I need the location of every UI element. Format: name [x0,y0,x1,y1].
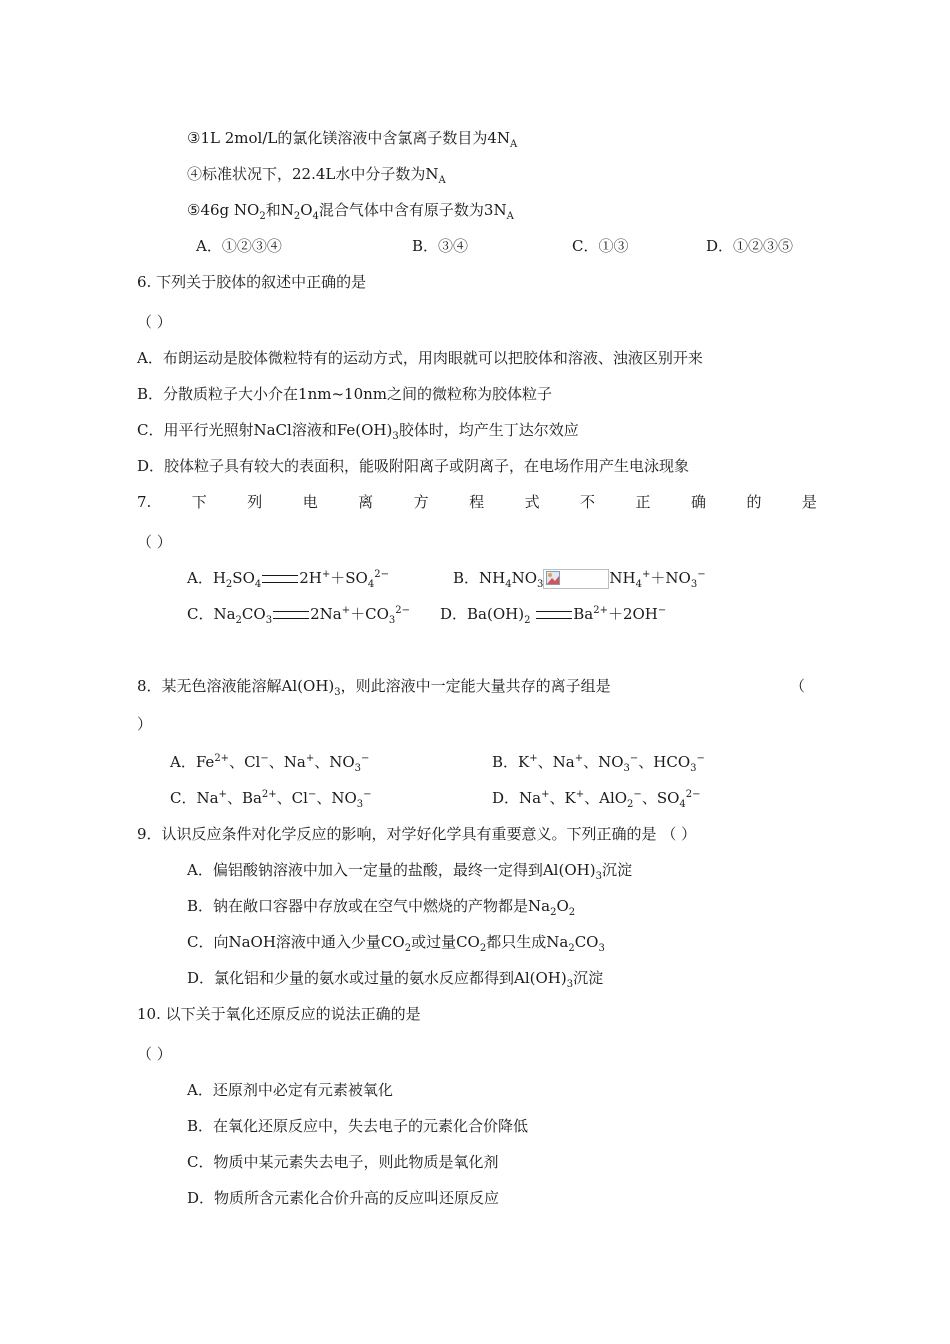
q5-item4-text: ④标准状况下，22.4L水中分子数为N [187,165,439,183]
q5-item5-text: O [300,201,313,219]
q6-option-c-text: 胶体时，均产生丁达尔效应 [398,421,579,439]
superscript: + [341,605,351,616]
superscript: + [218,789,227,800]
superscript: 2− [685,789,701,800]
equals-sign [536,611,572,619]
q8-option-d[interactable]: D．Na+、K+、AlO$_2$−、$SO_4^{2-}$ [492,789,701,810]
subscript: 2 [225,579,233,590]
superscript: 2+ [593,605,608,616]
superscript: + [575,789,585,800]
q7-stem-char: 离 [358,493,374,511]
subscript: 3 [598,943,605,954]
subscript: 3 [690,763,697,774]
q5-item3 [187,128,517,148]
q9-option-c-text: 或过量CO [411,933,480,951]
q10-stem: 10. 以下关于氧化还原反应的说法正确的是 [137,1005,421,1023]
subscript: A [438,175,446,186]
subscript: 2 [293,211,301,222]
subscript: 3 [356,799,364,810]
superscript: + [321,569,331,580]
q5-item4 [187,164,446,184]
superscript: + [574,753,584,764]
q9-option-b-text: B．钠在敞口容器中存放或在空气中燃烧的产物都是Na [187,897,551,915]
q7-stem-char: 方 [413,493,429,511]
q5-option-d[interactable]: D．①②③⑤ [706,237,794,255]
subscript: 3 [690,579,698,590]
q7-stem-char: 的 [746,493,762,511]
superscript: − [307,789,317,800]
superscript: − [363,789,372,800]
superscript: 2− [374,569,389,580]
q7-option-c-text: C．Na [187,605,236,623]
q7-option-c[interactable]: C．$Na_2CO_3$ $2Na^++CO_3^{2-}$ [187,605,410,626]
superscript: − [260,753,269,764]
q7-stem-char: 正 [635,493,651,511]
q5-option-b[interactable]: B．③④ [412,237,469,255]
superscript: − [696,753,705,764]
q7-answer-paren[interactable]: （ ） [137,533,172,551]
q6-stem: 6. 下列关于胶体的叙述中正确的是 [137,273,367,291]
superscript: + [529,753,538,764]
q7-option-a[interactable]: A．$H_2SO_4$ $2H^++SO_4^{2-}$ [187,569,389,590]
q5-item5-text: 混合气体中含有原子数为3N [318,201,507,219]
q9-option-a-text: 沉淀 [601,861,632,879]
q7-stem-char: 电 [302,493,318,511]
q6-answer-paren[interactable]: （ ） [137,313,172,331]
q7-option-d-text: Ba [573,605,594,623]
q5-item5-text: ⑤46g NO [187,201,260,219]
q9-option-a-text: A．偏铝酸钠溶液中加入一定量的盐酸，最终一定得到Al(OH) [187,861,596,879]
subscript: 3 [537,579,544,590]
subscript: 2 [568,907,576,918]
subscript: 4 [254,579,262,590]
q9-option-b-text: O [556,897,569,915]
subscript: A [506,211,514,222]
q6-option-b[interactable]: B．分散质粒子大小介在1nm~10nm之间的微粒称为胶体粒子 [137,385,552,403]
superscript: + [305,753,315,764]
q8-option-c[interactable]: C．Na+、$Ba^{2+}$、Cl−、$NO_3^-$ [170,789,372,810]
q8-stem [137,676,611,696]
q7-stem-char: 是 [801,493,817,511]
q8-option-a[interactable]: A．$Fe^{2+}$、Cl−、Na+、$NO_3^-$ [170,753,370,774]
q10-answer-paren[interactable]: （ ） [137,1045,172,1063]
subscript: 2 [568,943,575,954]
q6-option-c[interactable] [137,420,579,440]
subscript: 2 [479,943,487,954]
superscript: − [657,605,667,616]
q9-option-b[interactable] [187,896,575,916]
subscript: 2 [235,615,242,626]
image-placeholder-icon [546,571,560,585]
q5-option-a[interactable]: A．①②③④ [196,237,282,255]
q9-option-d-text: 沉淀 [573,969,604,987]
q7-option-c-text: 2Na [310,605,342,623]
subscript: 2 [524,615,531,626]
q7-stem [137,492,817,512]
q6-option-c-text: C．用平行光照射NaCl溶液和Fe(OH) [137,421,393,439]
q7-stem-char: 列 [247,493,263,511]
q7-option-a-text: A．H [187,569,226,587]
q10-option-d[interactable]: D．物质所含元素化合价升高的反应叫还原反应 [187,1189,500,1207]
q5-option-c[interactable]: C．①③ [572,237,629,255]
q7-stem-char: 式 [524,493,540,511]
subscript: 4 [367,579,375,590]
q6-option-a[interactable]: A．布朗运动是胶体微粒特有的运动方式，用肉眼就可以把胶体和溶液、浊液区别开来 [137,349,703,367]
q9-option-c-text: 都只生成Na [486,933,569,951]
superscript: − [629,753,639,764]
q10-option-c[interactable]: C．物质中某元素失去电子，则此物质是氧化剂 [187,1153,499,1171]
q7-option-b-text: NH [609,569,636,587]
q7-stem-char: 不 [580,493,596,511]
subscript: 4 [505,579,512,590]
subscript: 2 [404,943,412,954]
superscript: − [361,753,370,764]
subscript: 2 [627,799,634,810]
q9-option-c-text: CO [574,933,599,951]
subscript: 3 [265,615,273,626]
superscript: 2+ [261,789,277,800]
q8-option-a-text: A．Fe [170,753,215,771]
superscript: − [697,569,706,580]
q7-stem-char: 下 [191,493,207,511]
q7-option-b[interactable]: B．$NH_4NO_3$ $NH_4^++NO_3^-$ [453,569,706,590]
superscript: − [633,789,642,800]
q5-item5 [187,200,514,220]
q7-option-a-text: 2H [299,569,322,587]
q9-option-d[interactable] [187,968,603,988]
subscript: 3 [392,431,399,442]
q8-stem-text: 8．某无色溶液能溶解Al(OH) [137,677,335,695]
q8-option-d-text: D．Na [492,789,542,807]
q9-option-c[interactable] [187,932,605,952]
q8-option-c-text: C．Na [170,789,219,807]
subscript: 3 [566,979,574,990]
q8-option-b[interactable]: B．K+、Na+、$NO_3^-$、$HCO_3^-$ [492,753,705,774]
broken-image-icon [543,569,609,589]
q9-option-a[interactable] [187,860,632,880]
q7-option-b-text: B．NH [453,569,506,587]
q5-item3-text: ③1L 2mol/L的氯化镁溶液中含氯离子数目为4N [187,129,510,147]
q10-option-a[interactable]: A．还原剂中必定有元素被氧化 [187,1081,393,1099]
q9-stem: 9．认识反应条件对化学反应的影响，对学好化学具有重要意义。下列正确的是 （ ） [137,825,697,843]
q5-item5-text: 和N [265,201,294,219]
superscript: 2+ [214,753,230,764]
subscript: 2 [259,211,266,222]
q8-answer-paren-open[interactable]: （ [790,677,806,695]
superscript: 2− [395,605,410,616]
q7-option-d-text: D．Ba(OH) [440,605,525,623]
q6-option-d[interactable]: D．胶体粒子具有较大的表面积，能吸附阳离子或阴离子，在电场作用产生电泳现象 [137,457,690,475]
subscript: 4 [679,799,686,810]
q9-option-c-text: C．向NaOH溶液中通入少量CO [187,933,405,951]
superscript: + [642,569,651,580]
q7-stem-char: 确 [690,493,706,511]
subscript: 4 [312,211,319,222]
subscript: 3 [354,763,362,774]
q7-option-d[interactable]: D．$Ba(OH)_2$ $Ba^{2+}+2OH^-$ [440,605,667,626]
q8-answer-paren-close[interactable]: ） [137,715,153,733]
subscript: 2 [550,907,557,918]
q7-stem-char: 程 [469,493,485,511]
q7-stem-char: 7. [137,493,152,511]
q8-option-b-text: B．K [492,753,530,771]
subscript: 3 [623,763,630,774]
q9-option-d-text: D．氯化铝和少量的氨水或过量的氨水反应都得到Al(OH) [187,969,567,987]
subscript: 3 [595,871,602,882]
q8-stem-text: ，则此溶液中一定能大量共存的离子组是 [340,677,611,695]
superscript: + [541,789,550,800]
subscript: 3 [388,615,396,626]
q10-option-b[interactable]: B．在氧化还原反应中，失去电子的元素化合价降低 [187,1117,529,1135]
subscript: 3 [334,687,341,698]
subscript: A [510,139,518,150]
subscript: 4 [635,579,643,590]
equals-sign [262,575,298,583]
equals-sign [273,611,309,619]
